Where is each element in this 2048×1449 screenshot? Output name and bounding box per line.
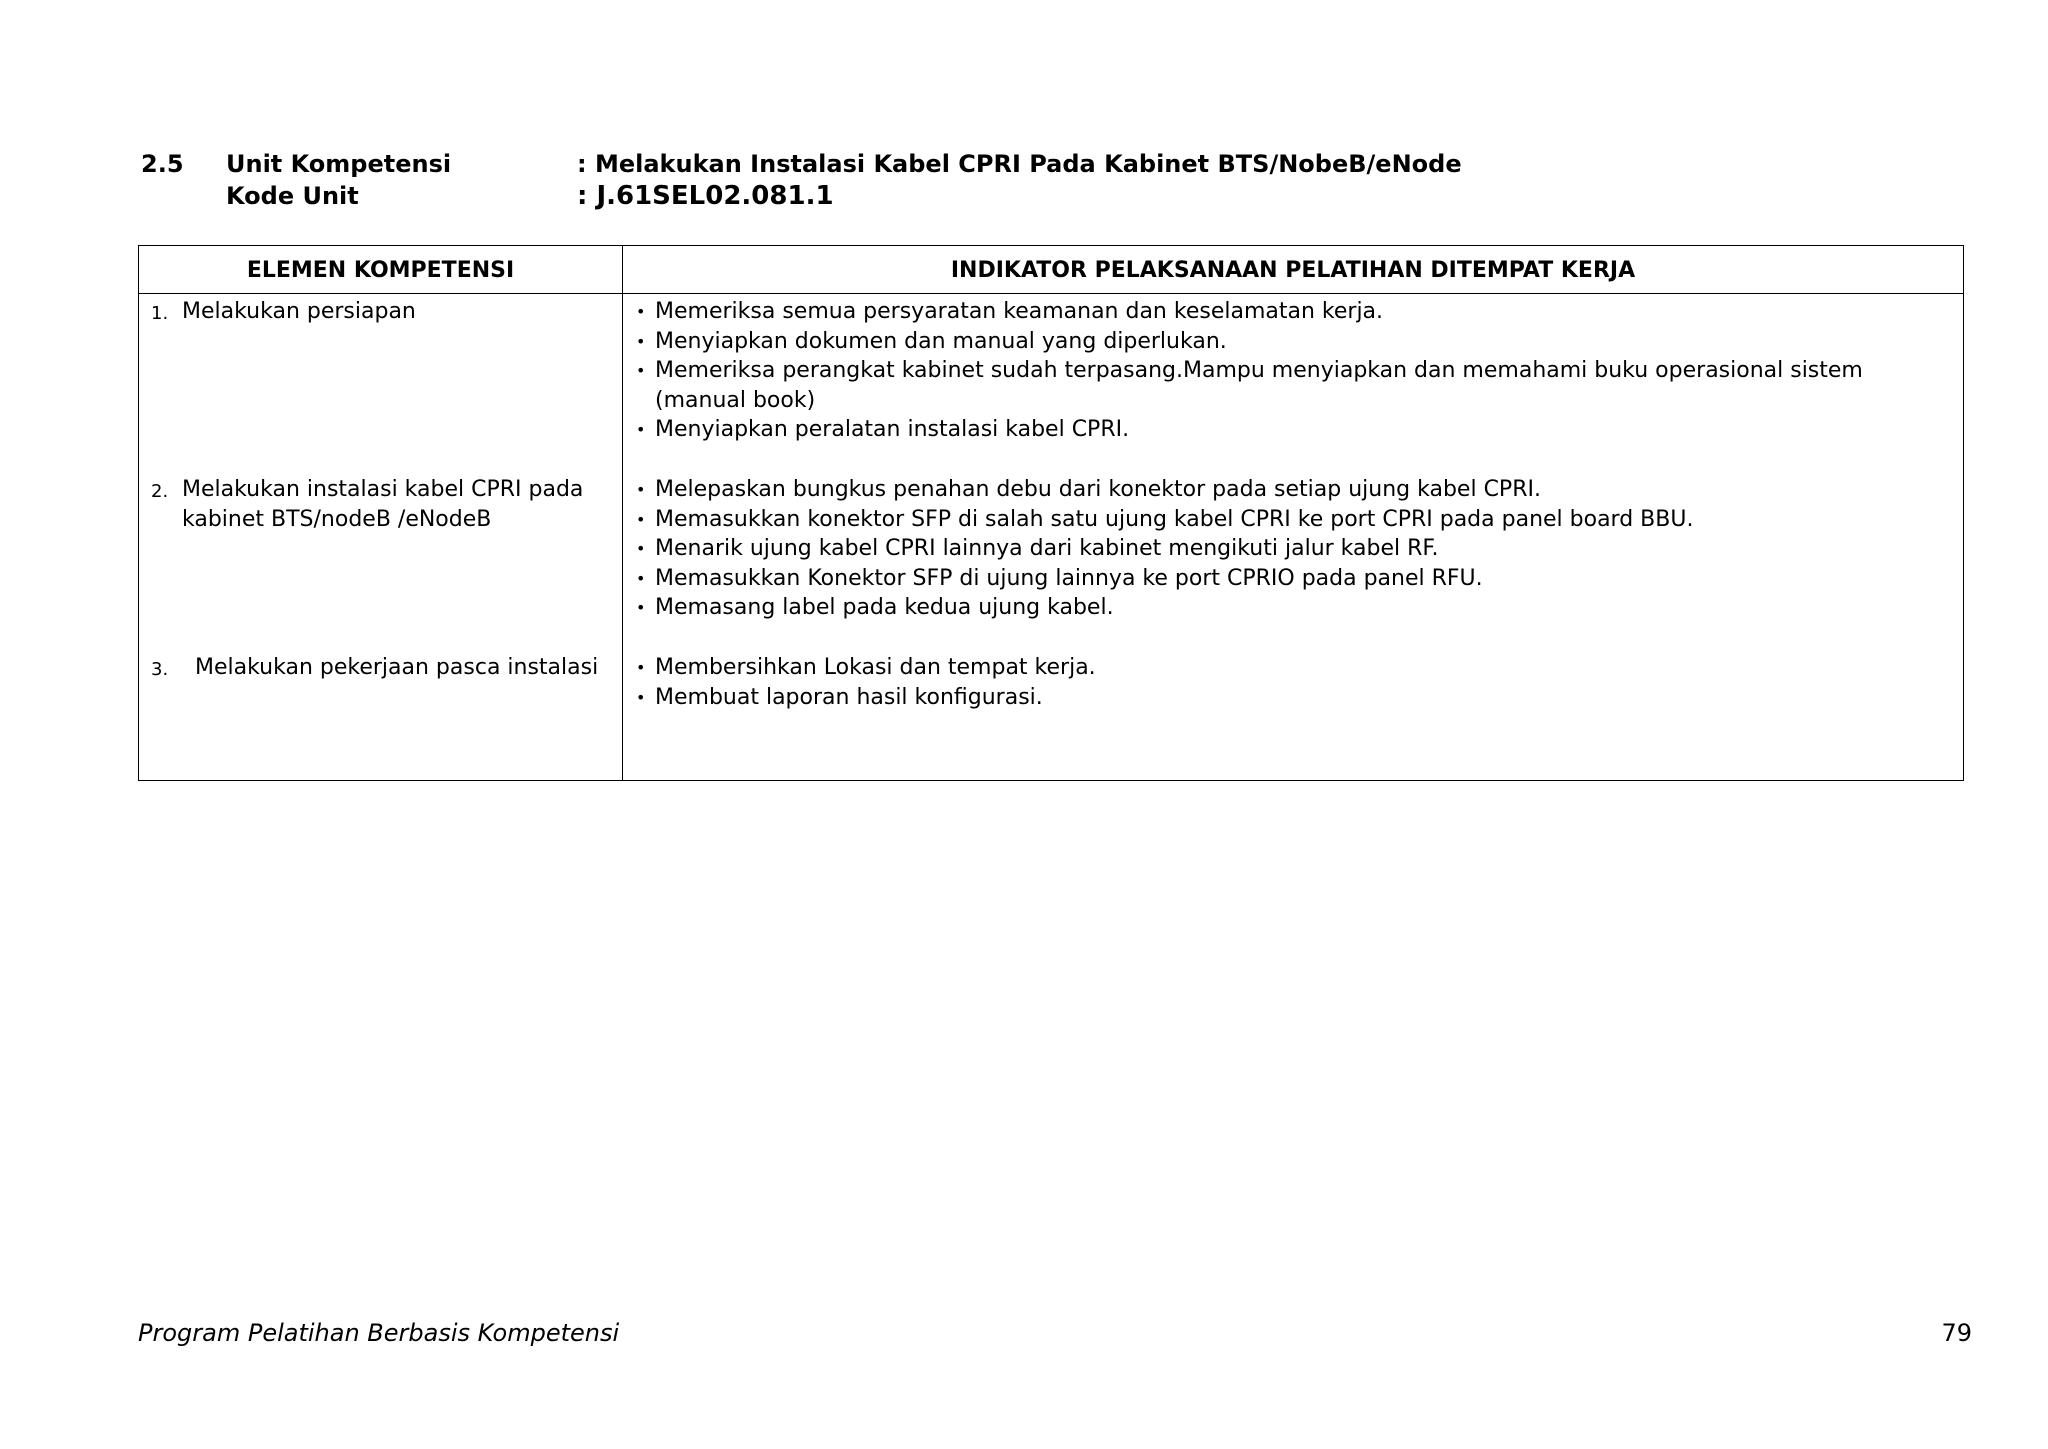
bullet-icon: •	[636, 361, 646, 380]
element-text: Melakukan pekerjaan pasca instalasi	[195, 655, 599, 680]
bullet-icon: •	[636, 302, 646, 321]
column-header-element: ELEMEN KOMPETENSI	[246, 258, 515, 283]
unit-title: : Melakukan Instalasi Kabel CPRI Pada Kabinet BTS/NobeB/eNode	[577, 150, 1462, 178]
element-number: 3.	[151, 659, 169, 680]
column-header-indicator: INDIKATOR PELAKSANAAN PELATIHAN DITEMPAT KERJA	[950, 258, 1636, 283]
indicator-item: • Melepaskan bungkus penahan debu dari konektor pada setiap ujung kabel CPRI.	[623, 475, 1963, 505]
bullet-icon: •	[636, 331, 646, 351]
element-number: 2.	[151, 481, 169, 502]
indicator-item: • Menyiapkan peralatan instalasi kabel CPRI.	[623, 415, 1963, 445]
indicator-item: • Menarik ujung kabel CPRI lainnya dari kabinet mengikuti jalur kabel RF.	[623, 534, 1963, 564]
bullet-icon: •	[636, 687, 646, 707]
unit-label: Unit Kompetensi	[226, 150, 452, 178]
indicator-item: • Memasukkan konektor SFP di salah satu ujung kabel CPRI ke port CPRI pada panel board BBU.	[623, 505, 1963, 535]
header-divider	[139, 293, 1963, 294]
element-text: Melakukan persiapan	[182, 299, 416, 324]
bullet-icon: •	[636, 509, 646, 529]
indicator-item: • Memeriksa perangkat kabinet sudah terpasang.Mampu menyiapkan dan memahami buku operasional sistem (manual book)	[636, 358, 1863, 413]
section-number: 2.5	[141, 150, 184, 178]
bullet-icon: •	[636, 598, 646, 617]
indicator-item: • Memasukkan Konektor SFP di ujung lainnya ke port CPRIO pada panel RFU.	[623, 564, 1963, 594]
bullet-icon: •	[636, 480, 646, 499]
indicator-item: • Membuat laporan hasil konfigurasi.	[623, 683, 1963, 713]
page-number: 79	[1941, 1319, 1972, 1347]
indicator-item: • Membersihkan Lokasi dan tempat kerja.	[623, 653, 1963, 683]
element-text: Melakukan instalasi kabel CPRI pada	[182, 477, 584, 502]
bullet-icon: •	[636, 420, 646, 439]
bullet-icon: •	[636, 568, 646, 588]
footer-program-title: Program Pelatihan Berbasis Kompetensi	[138, 1319, 620, 1347]
competency-table	[138, 245, 1964, 781]
indicator-list-3	[623, 653, 1963, 712]
element-number: 1.	[151, 303, 169, 324]
bullet-icon: •	[636, 539, 646, 558]
indicator-item: • Menyiapkan dokumen dan manual yang diperlukan.	[623, 327, 1963, 357]
element-text: kabinet BTS/nodeB /eNodeB	[182, 507, 492, 532]
indicator-list-1	[623, 297, 1963, 445]
indicator-item: • Memasang label pada kedua ujung kabel.	[623, 593, 1963, 623]
unit-code: : J.61SEL02.081.1	[577, 181, 834, 211]
indicator-item: • Memeriksa semua persyaratan keamanan dan keselamatan kerja.	[623, 297, 1963, 327]
indicator-list-2	[623, 475, 1963, 623]
bullet-icon: •	[636, 658, 646, 677]
code-label: Kode Unit	[226, 182, 359, 210]
